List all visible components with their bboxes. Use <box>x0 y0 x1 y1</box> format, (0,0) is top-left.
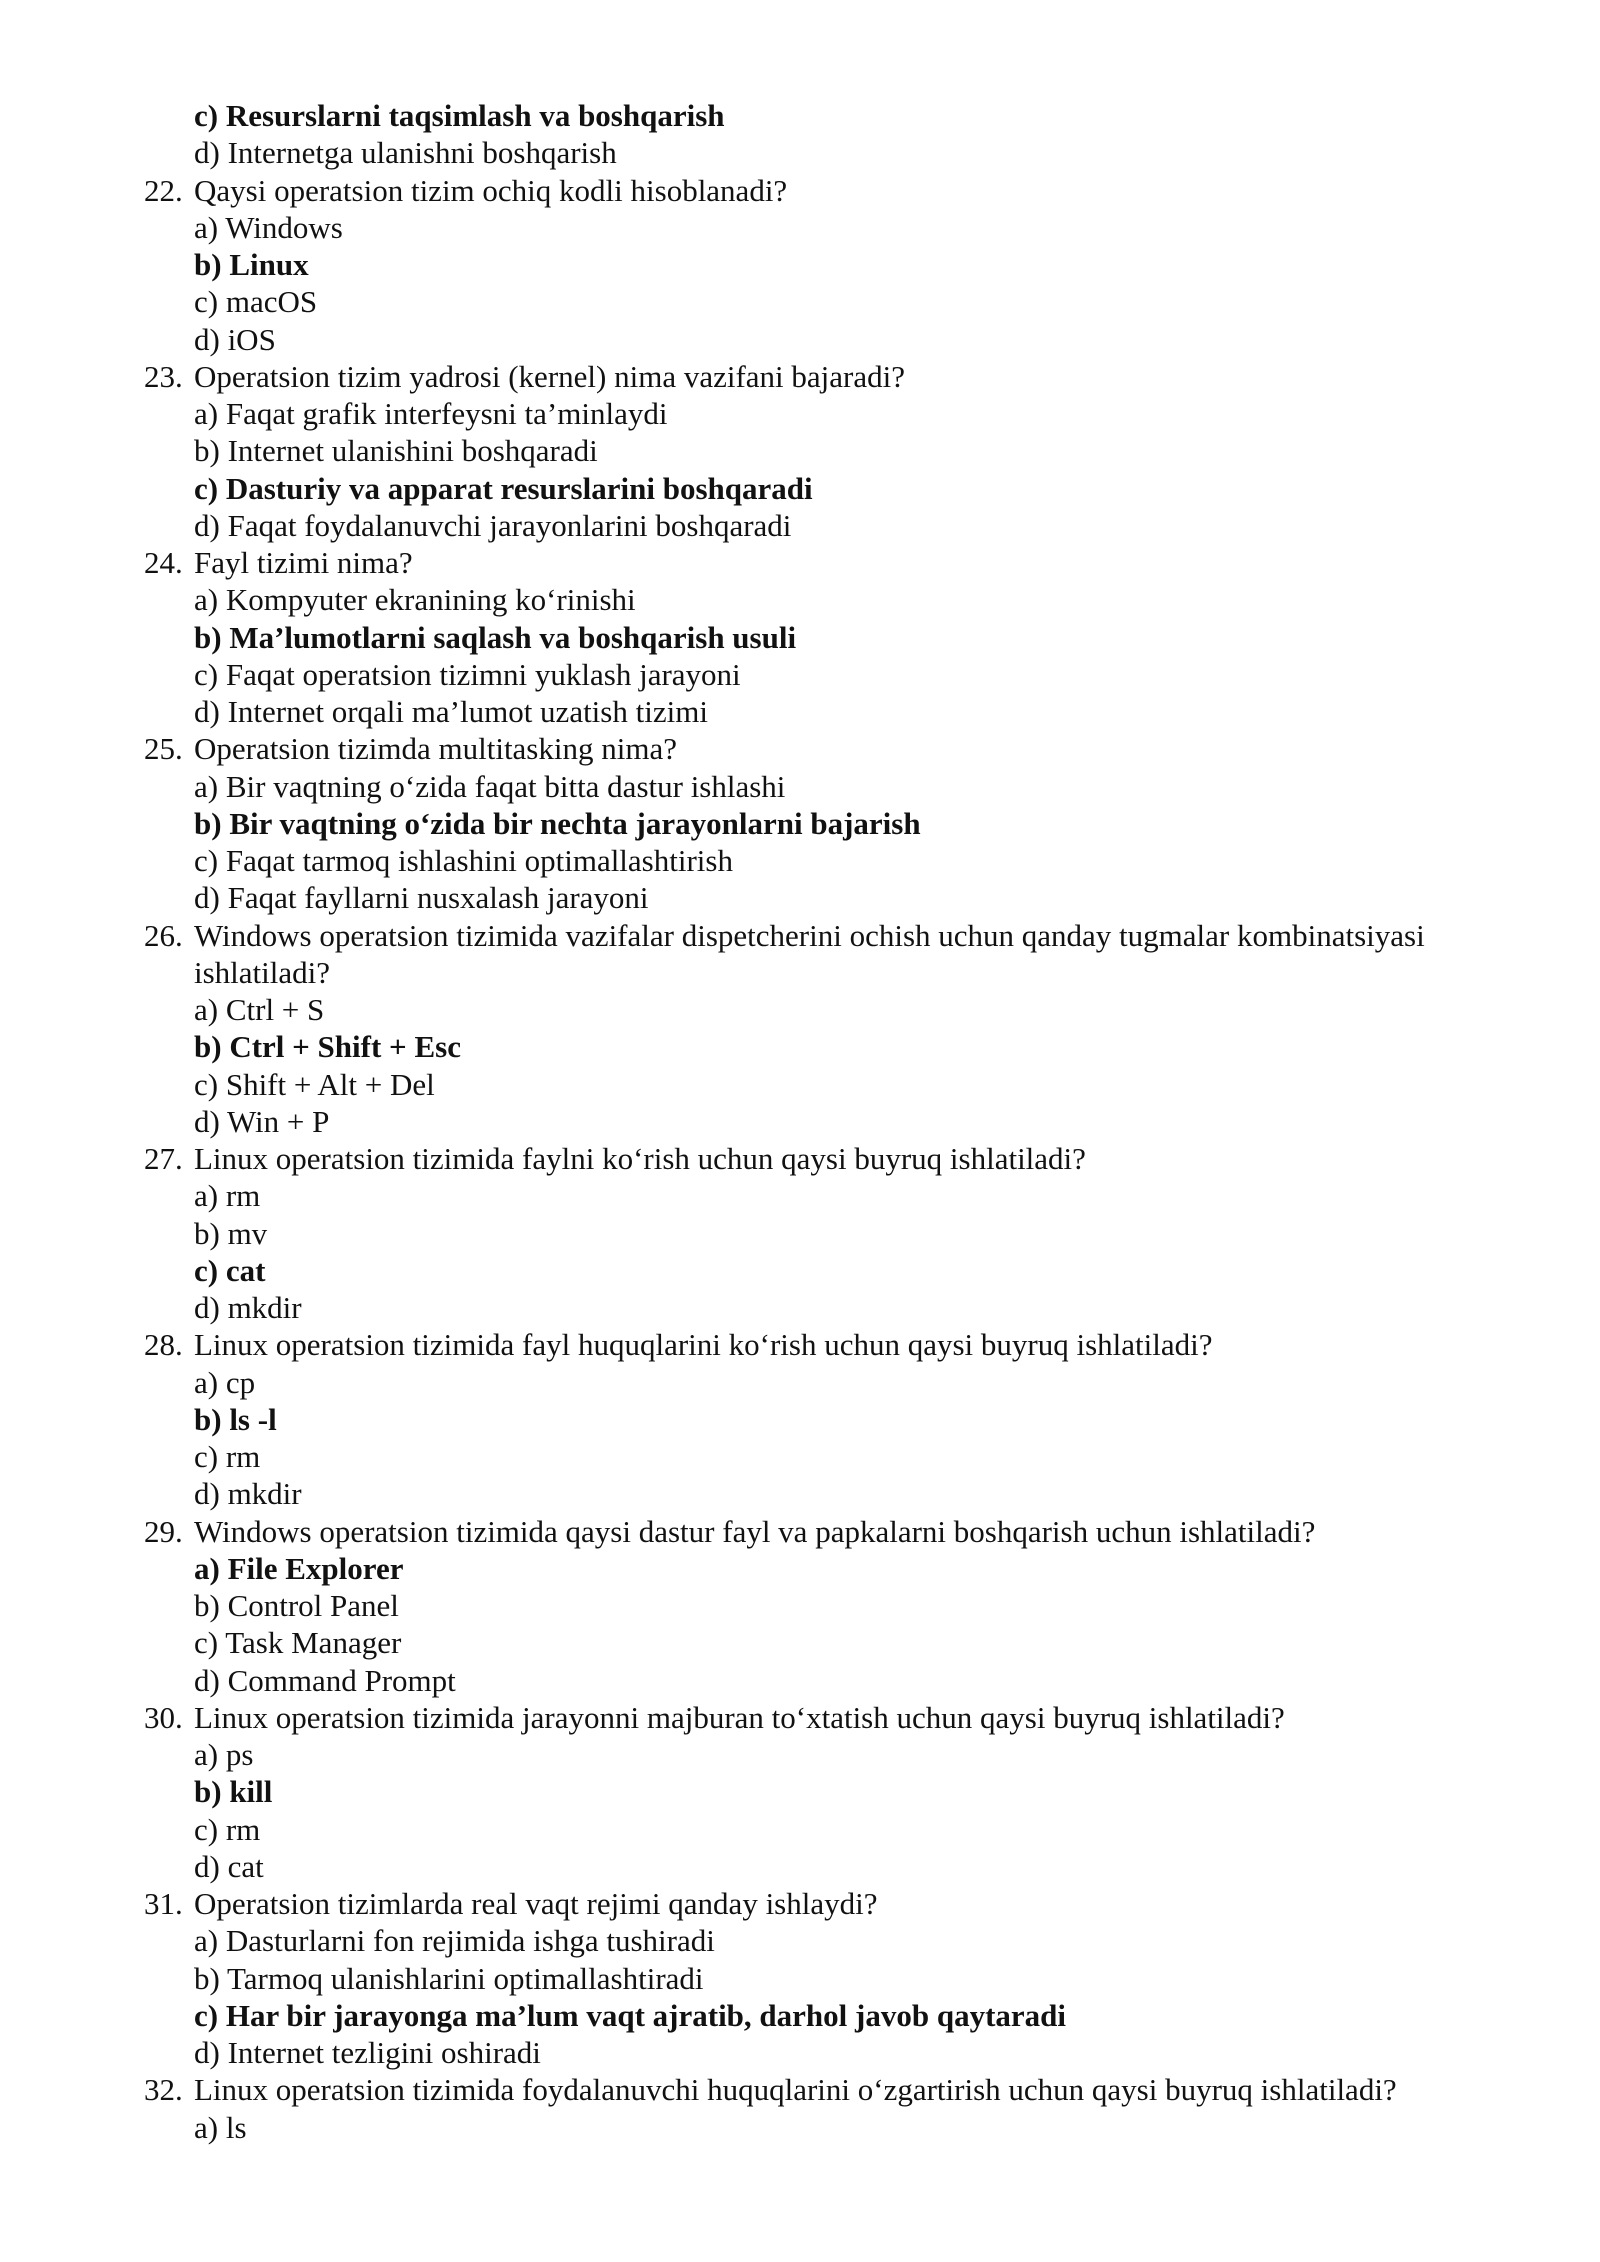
correct-answer-option <box>0 246 1600 283</box>
option-text: b) Ctrl + Shift + Esc <box>194 1029 461 1065</box>
answer-option <box>0 693 1600 730</box>
option-text: c) Dasturiy va apparat resurslarini boshqaradi <box>194 470 813 506</box>
question-number: 31. <box>144 1886 183 1921</box>
question-line <box>0 917 1600 954</box>
option-text: c) cat <box>194 1252 266 1288</box>
option-text: c) Faqat operatsion tizimni yuklash jarayoni <box>194 656 741 692</box>
answer-option <box>0 209 1600 246</box>
option-text: d) mkdir <box>194 1290 302 1325</box>
answer-option <box>0 321 1600 358</box>
option-text: d) cat <box>194 1848 264 1884</box>
option-text: c) rm <box>194 1439 261 1474</box>
option-text: b) Control Panel <box>194 1588 399 1623</box>
option-text: a) Faqat grafik interfeysni ta’minlaydi <box>194 396 668 431</box>
option-text: b) Ma’lumotlarni saqlash va boshqarish usuli <box>194 619 797 655</box>
answer-option <box>0 283 1600 320</box>
question-line <box>0 1699 1600 1736</box>
question-number: 30. <box>144 1699 183 1735</box>
option-text: d) Internetga ulanishni boshqarish <box>194 135 617 171</box>
question-text: Windows operatsion tizimida vazifalar dispetcherini ochish uchun qanday tugmalar kombinatsiyasi <box>194 917 1425 953</box>
answer-option <box>0 991 1600 1028</box>
question-line <box>0 358 1600 395</box>
question-text: Linux operatsion tizimida faylni ko‘rish uchun qaysi buyruq ishlatiladi? <box>194 1141 1086 1176</box>
question-text-continuation: ishlatiladi? <box>194 954 331 990</box>
option-text: a) Bir vaqtning o‘zida faqat bitta dastur ishlashi <box>194 768 786 804</box>
answer-option <box>0 432 1600 469</box>
correct-answer-option <box>0 1550 1600 1587</box>
option-text: c) rm <box>194 1811 261 1847</box>
question-number: 29. <box>144 1513 183 1549</box>
correct-answer-option <box>0 805 1600 842</box>
option-text: d) Command Prompt <box>194 1662 456 1698</box>
option-text: d) Faqat fayllarni nusxalash jarayoni <box>194 880 649 916</box>
answer-option <box>0 1587 1600 1624</box>
option-text: c) Faqat tarmoq ishlashini optimallashtirish <box>194 843 733 878</box>
question-number: 23. <box>144 358 183 394</box>
question-line <box>0 1513 1600 1550</box>
option-text: d) Faqat foydalanuvchi jarayonlarini boshqaradi <box>194 507 792 543</box>
correct-answer-option <box>0 1997 1600 2034</box>
option-text: b) Tarmoq ulanishlarini optimallashtiradi <box>194 1960 704 1996</box>
answer-option <box>0 1066 1600 1103</box>
answer-option <box>0 1177 1600 1214</box>
answer-option <box>0 1624 1600 1661</box>
question-text: Operatsion tizim yadrosi (kernel) nima vazifani bajaradi? <box>194 358 905 394</box>
option-text: b) Bir vaqtning o‘zida bir nechta jarayonlarni bajarish <box>194 805 921 841</box>
question-text: Operatsion tizimda multitasking nima? <box>194 731 677 767</box>
answer-option <box>0 1364 1600 1401</box>
answer-option <box>0 1811 1600 1848</box>
answer-option <box>0 581 1600 618</box>
option-text: d) Internet tezligini oshiradi <box>194 2035 541 2070</box>
option-text: c) Har bir jarayonga ma’lum vaqt ajratib, darhol javob qaytaradi <box>194 1997 1067 2033</box>
question-text: Windows operatsion tizimida qaysi dastur fayl va papkalarni boshqarish uchun ishlatiladi? <box>194 1513 1316 1549</box>
option-text: a) Kompyuter ekranining ko‘rinishi <box>194 582 636 618</box>
option-text: a) File Explorer <box>194 1550 404 1586</box>
correct-answer-option <box>0 470 1600 507</box>
correct-answer-option <box>0 1773 1600 1810</box>
correct-answer-option <box>0 1252 1600 1289</box>
answer-option <box>0 1215 1600 1252</box>
answer-option <box>0 2034 1600 2071</box>
question-text: Linux operatsion tizimida fayl huquqlarini ko‘rish uchun qaysi buyruq ishlatiladi? <box>194 1327 1213 1363</box>
answer-option <box>0 1438 1600 1475</box>
option-text: b) mv <box>194 1215 268 1251</box>
question-line <box>0 1140 1600 1177</box>
question-text: Qaysi operatsion tizim ochiq kodli hisoblanadi? <box>194 172 788 208</box>
question-text: Linux operatsion tizimida jarayonni majburan to‘xtatish uchun qaysi buyruq ishlatiladi? <box>194 1699 1285 1735</box>
question-continuation-line <box>0 954 1600 991</box>
question-number: 26. <box>144 917 183 953</box>
question-number: 32. <box>144 2072 183 2108</box>
option-text: d) Win + P <box>194 1103 330 1139</box>
option-text: a) cp <box>194 1364 256 1400</box>
answer-option <box>0 2109 1600 2146</box>
option-text: b) Internet ulanishini boshqaradi <box>194 433 598 469</box>
answer-option <box>0 1662 1600 1699</box>
option-text: d) iOS <box>194 321 276 357</box>
question-number: 27. <box>144 1141 183 1176</box>
answer-option <box>0 1922 1600 1959</box>
answer-option <box>0 134 1600 171</box>
answer-option <box>0 1475 1600 1512</box>
option-text: d) Internet orqali ma’lumot uzatish tizimi <box>194 694 708 729</box>
question-line <box>0 1885 1600 1922</box>
correct-answer-option <box>0 97 1600 134</box>
question-number: 25. <box>144 731 183 767</box>
option-text: a) Windows <box>194 209 343 245</box>
option-text: b) ls -l <box>194 1401 277 1437</box>
option-text: c) Shift + Alt + Del <box>194 1066 435 1102</box>
answer-option <box>0 1736 1600 1773</box>
answer-option <box>0 842 1600 879</box>
answer-option <box>0 1960 1600 1997</box>
option-text: c) Task Manager <box>194 1625 402 1661</box>
question-text: Operatsion tizimlarda real vaqt rejimi qanday ishlaydi? <box>194 1886 878 1921</box>
question-text: Linux operatsion tizimida foydalanuvchi huquqlarini o‘zgartirish uchun qaysi buyruq ishlatiladi? <box>194 2072 1397 2108</box>
option-text: c) Resurslarni taqsimlash va boshqarish <box>194 98 725 133</box>
question-number: 28. <box>144 1327 183 1363</box>
option-text: c) macOS <box>194 284 318 320</box>
answer-option <box>0 395 1600 432</box>
option-text: a) ps <box>194 1737 254 1772</box>
answer-option <box>0 1289 1600 1326</box>
question-text: Fayl tizimi nima? <box>194 545 413 580</box>
answer-option <box>0 768 1600 805</box>
option-text: a) rm <box>194 1178 261 1214</box>
question-number: 24. <box>144 545 183 580</box>
document-page <box>0 97 1600 2146</box>
correct-answer-option <box>0 1028 1600 1065</box>
question-line <box>0 2071 1600 2108</box>
correct-answer-option <box>0 619 1600 656</box>
question-line <box>0 544 1600 581</box>
question-line <box>0 1326 1600 1363</box>
answer-option <box>0 507 1600 544</box>
option-text: b) kill <box>194 1774 273 1810</box>
option-text: d) mkdir <box>194 1476 302 1512</box>
question-number: 22. <box>144 172 183 208</box>
correct-answer-option <box>0 1401 1600 1438</box>
question-line <box>0 730 1600 767</box>
answer-option <box>0 1848 1600 1885</box>
option-text: a) Dasturlarni fon rejimida ishga tushiradi <box>194 1923 715 1959</box>
option-text: a) Ctrl + S <box>194 992 325 1027</box>
option-text: b) Linux <box>194 247 309 282</box>
answer-option <box>0 879 1600 916</box>
answer-option <box>0 656 1600 693</box>
option-text: a) ls <box>194 2109 247 2145</box>
answer-option <box>0 1103 1600 1140</box>
question-line <box>0 172 1600 209</box>
